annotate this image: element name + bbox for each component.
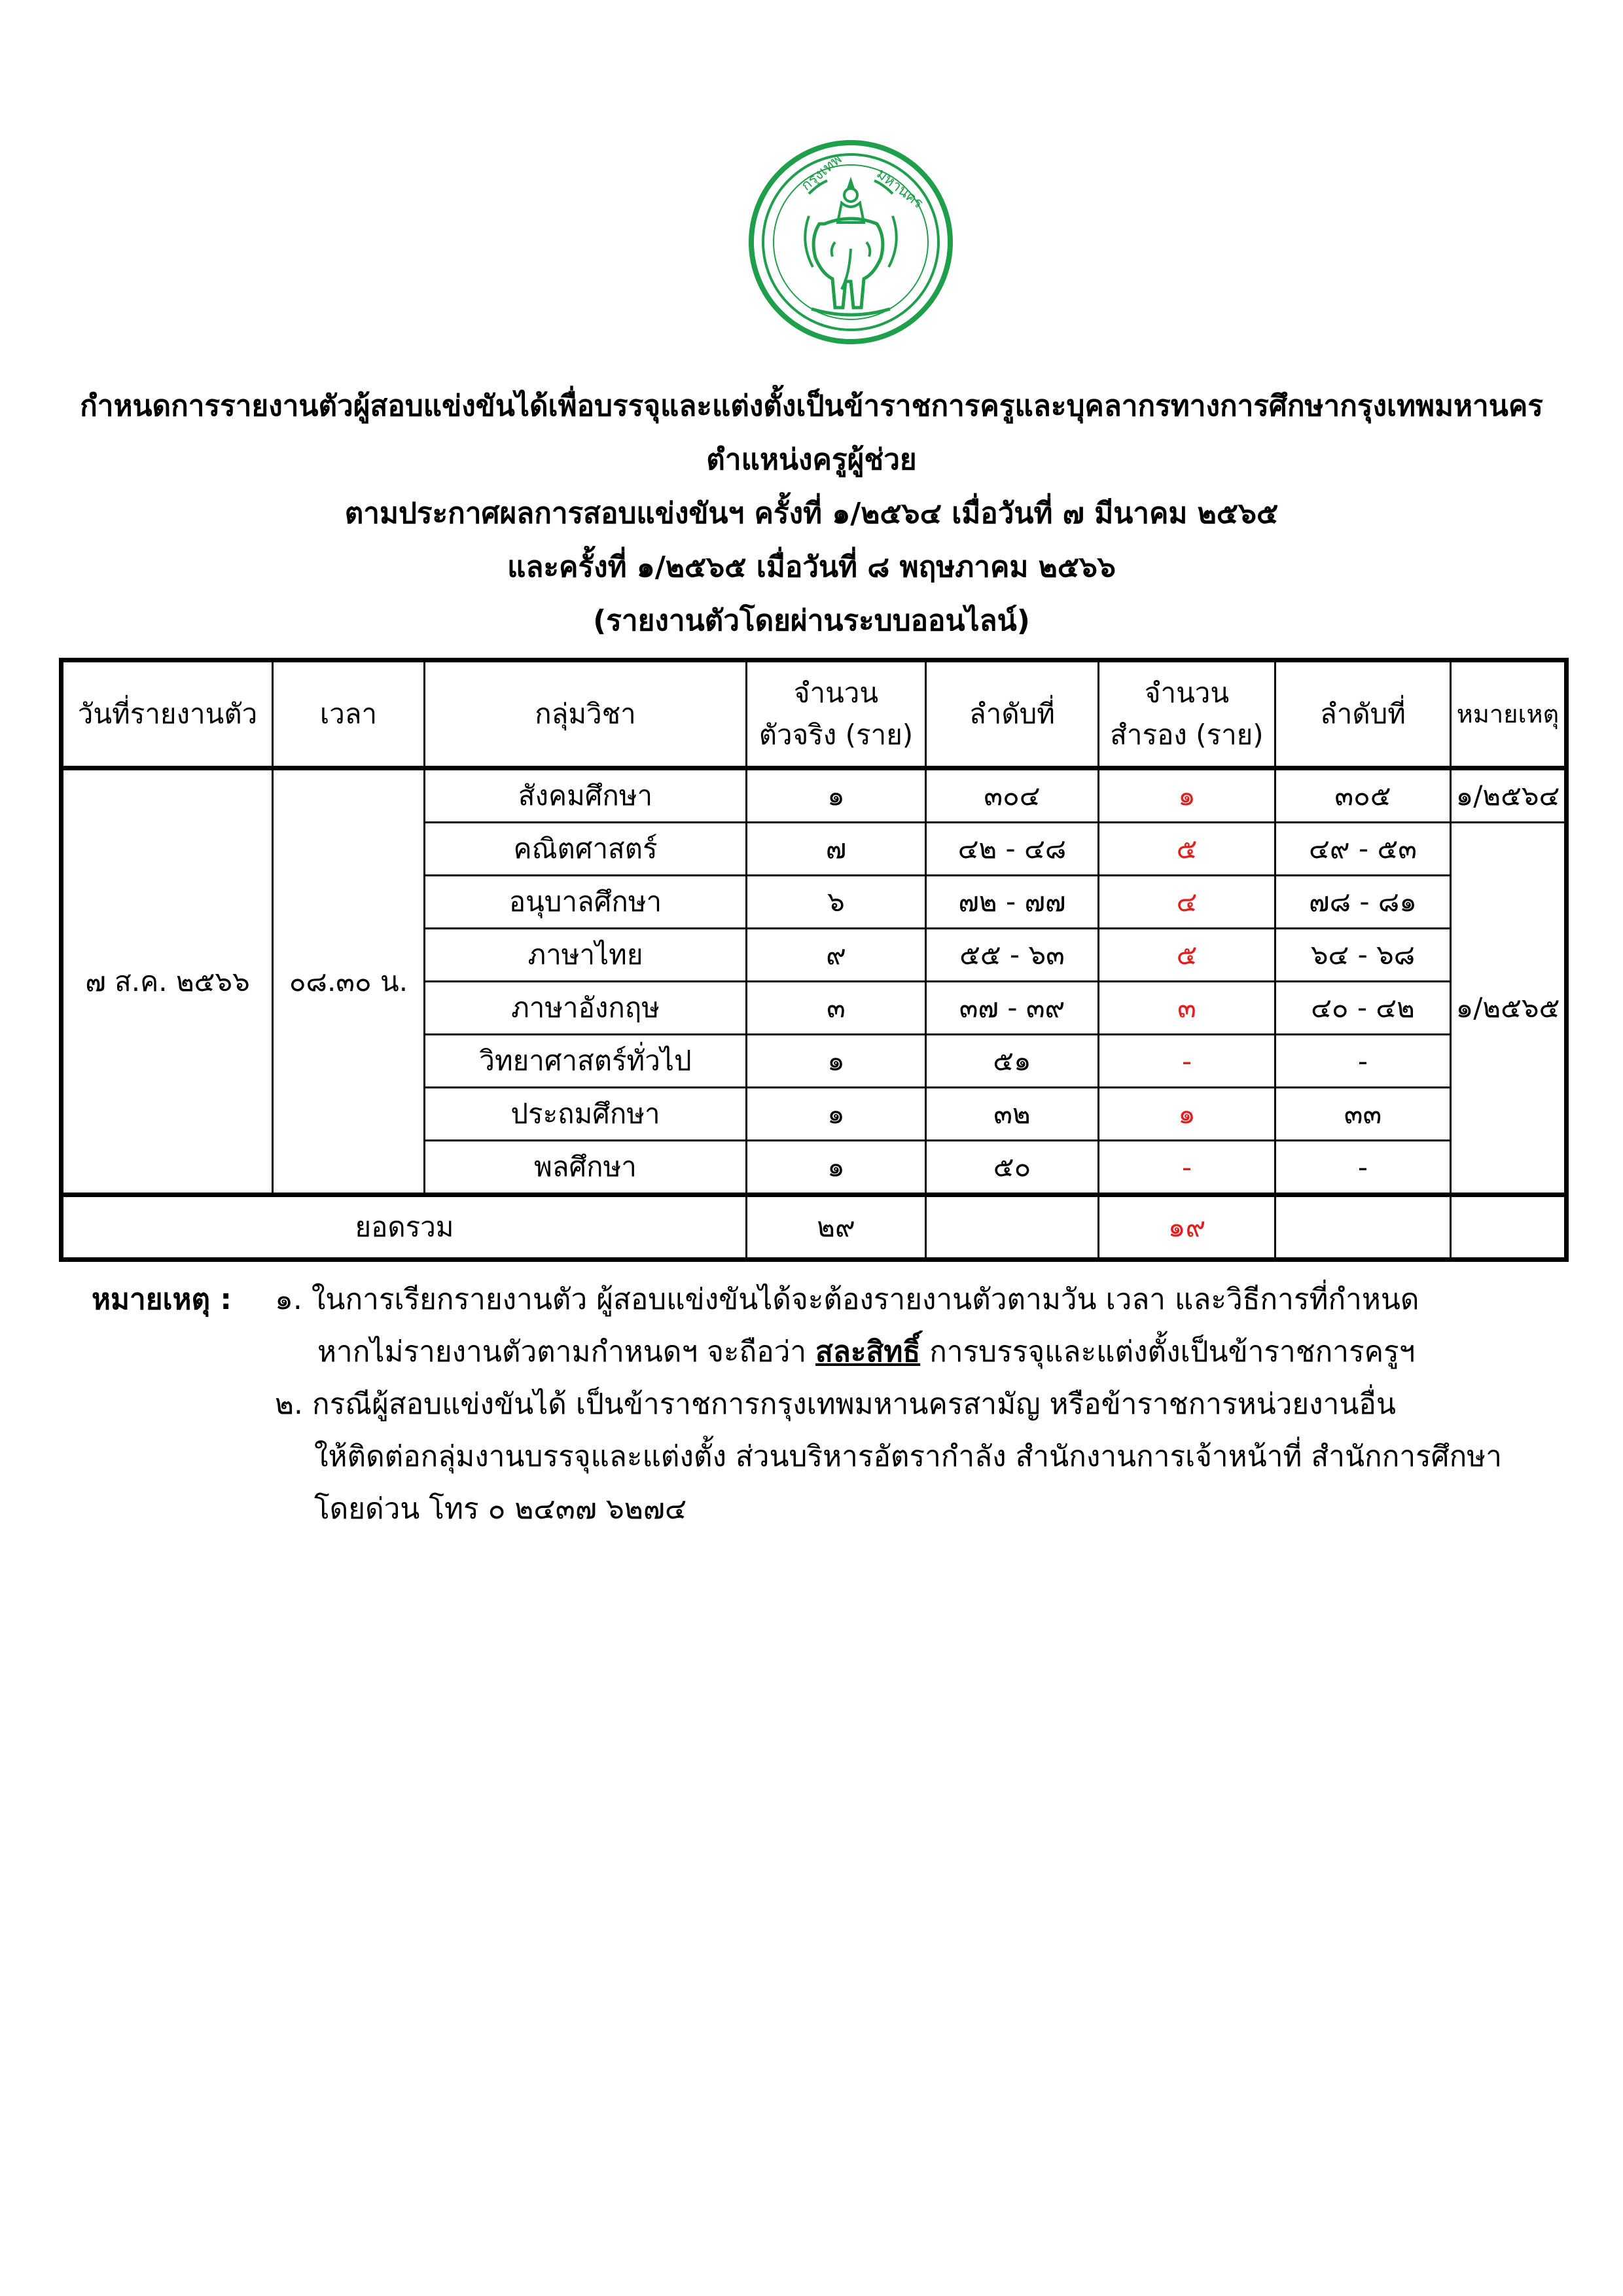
reserve-count-cell: ๑ [1099,1088,1275,1141]
actual-count-cell: ๑ [747,1141,926,1195]
reserve-rank-cell: ๖๔ - ๖๘ [1275,929,1451,982]
table-total-row [62,1195,1567,1260]
subject-cell: สังคมศึกษา [425,768,747,823]
note-line-2-pre: หากไม่รายงานตัวตามกำหนดฯ จะถือว่า [317,1335,816,1369]
header-remark: หมายเหตุ [1451,660,1567,768]
note-line-2-post: การบรรจุและแต่งตั้งเป็นข้าราชการครูฯ [920,1335,1416,1369]
report-time-cell: ๐๘.๓๐ น. [273,768,425,1195]
header-actual-count-line2: ตัวจริง (ราย) [758,719,914,751]
actual-rank-cell: ๕๕ - ๖๓ [926,929,1099,982]
actual-rank-cell: ๔๒ - ๔๘ [926,823,1099,876]
actual-count-cell: ๖ [747,876,926,929]
actual-count-cell: ๗ [747,823,926,876]
reserve-rank-cell: ๔๙ - ๕๓ [1275,823,1451,876]
reserve-count-cell: - [1099,1141,1275,1195]
note-line-5: โดยด่วน โทร ๐ ๒๔๓๗ ๖๒๗๔ [314,1492,687,1526]
total-label: ยอดรวม [62,1195,747,1260]
note-line-1: ๑. ในการเรียกรายงานตัว ผู้สอบแข่งขันได้จะต้องรายงานตัวตามวัน เวลา และวิธีการที่กำหนด [275,1283,1419,1316]
subject-cell: ประถมศึกษา [425,1088,747,1141]
reserve-count-cell: ๓ [1099,982,1275,1035]
reserve-count-cell: - [1099,1035,1275,1088]
reserve-rank-cell: ๗๘ - ๘๑ [1275,876,1451,929]
table-row [62,768,1567,823]
header-reserve-count [1099,660,1275,768]
header-reserve-rank: ลำดับที่ [1275,660,1451,768]
reserve-rank-cell: - [1275,1035,1451,1088]
note-line-2 [317,1329,1415,1374]
report-date-cell: ๗ ส.ค. ๒๕๖๖ [62,768,273,1195]
total-actual-count: ๒๙ [747,1195,926,1260]
header-actual-count [747,660,926,768]
remark-cell-rest: ๑/๒๕๖๕ [1451,823,1567,1195]
subject-cell: คณิตศาสตร์ [425,823,747,876]
note-line-4: ให้ติดต่อกลุ่มงานบรรจุและแต่งตั้ง ส่วนบริหารอัตรากำลัง สำนักงานการเจ้าหน้าที่ สำนักการศึกษา [314,1440,1502,1473]
total-reserve-count: ๑๙ [1099,1195,1275,1260]
remark-cell-first: ๑/๒๕๖๔ [1451,768,1567,823]
total-empty-cell [1275,1195,1451,1260]
actual-count-cell: ๙ [747,929,926,982]
subject-cell: วิทยาศาสตร์ทั่วไป [425,1035,747,1088]
reserve-count-cell: ๑ [1099,768,1275,823]
reserve-rank-cell: ๓๓ [1275,1088,1451,1141]
total-empty-cell [926,1195,1099,1260]
report-schedule-table [59,658,1569,1262]
actual-count-cell: ๑ [747,1088,926,1141]
total-empty-cell [1451,1195,1567,1260]
title-line-4: และครั้งที่ ๑/๒๕๖๕ เมื่อวันที่ ๘ พฤษภาคม ๒๕๖๖ [507,550,1116,584]
title-line-3: ตามประกาศผลการสอบแข่งขันฯ ครั้งที่ ๑/๒๕๖๔ เมื่อวันที่ ๗ มีนาคม ๒๕๖๕ [344,497,1279,530]
reserve-count-cell: ๕ [1099,929,1275,982]
title-line-1: กำหนดการรายงานตัวผู้สอบแข่งขันได้เพื่อบรรจุและแต่งตั้งเป็นข้าราชการครูและบุคลากรทางการศึกษากรุงเทพมหานคร [80,389,1543,423]
actual-count-cell: ๑ [747,768,926,823]
header-subject: กลุ่มวิชา [425,660,747,768]
reserve-rank-cell: - [1275,1141,1451,1195]
header-reserve-count-line2: สำรอง (ราย) [1110,719,1264,751]
table-header-row [62,660,1567,768]
actual-rank-cell: ๕๐ [926,1141,1099,1195]
reserve-rank-cell: ๔๐ - ๔๒ [1275,982,1451,1035]
document-title [0,380,1623,648]
reserve-rank-cell: ๓๐๕ [1275,768,1451,823]
subject-cell: ภาษาอังกฤษ [425,982,747,1035]
svg-text:มหานคร: มหานคร [873,166,927,212]
forfeit-emphasis: สละสิทธิ์ [815,1335,921,1369]
svg-text:กรุงเทพ: กรุงเทพ [798,151,846,194]
header-time: เวลา [273,660,425,768]
actual-rank-cell: ๕๑ [926,1035,1099,1088]
note-line-3: ๒. กรณีผู้สอบแข่งขันได้ เป็นข้าราชการกรุงเทพมหานครสามัญ หรือข้าราชการหน่วยงานอื่น [275,1388,1396,1421]
header-actual-count-line1: จำนวน [793,677,879,709]
subject-cell: ภาษาไทย [425,929,747,982]
reserve-count-cell: ๕ [1099,823,1275,876]
notes-label: หมายเหตุ : [92,1283,232,1316]
bangkok-seal-logo [746,137,955,347]
actual-rank-cell: ๗๒ - ๗๗ [926,876,1099,929]
reserve-count-cell: ๔ [1099,876,1275,929]
header-date: วันที่รายงานตัว [62,660,273,768]
actual-rank-cell: ๓๒ [926,1088,1099,1141]
header-reserve-count-line1: จำนวน [1144,677,1230,709]
title-line-5: (รายงานตัวโดยผ่านระบบออนไลน์) [593,604,1030,637]
actual-rank-cell: ๓๐๔ [926,768,1099,823]
subject-cell: อนุบาลศึกษา [425,876,747,929]
subject-cell: พลศึกษา [425,1141,747,1195]
title-line-2: ตำแหน่งครูผู้ช่วย [706,443,917,476]
actual-count-cell: ๑ [747,1035,926,1088]
actual-rank-cell: ๓๗ - ๓๙ [926,982,1099,1035]
header-actual-rank: ลำดับที่ [926,660,1099,768]
actual-count-cell: ๓ [747,982,926,1035]
